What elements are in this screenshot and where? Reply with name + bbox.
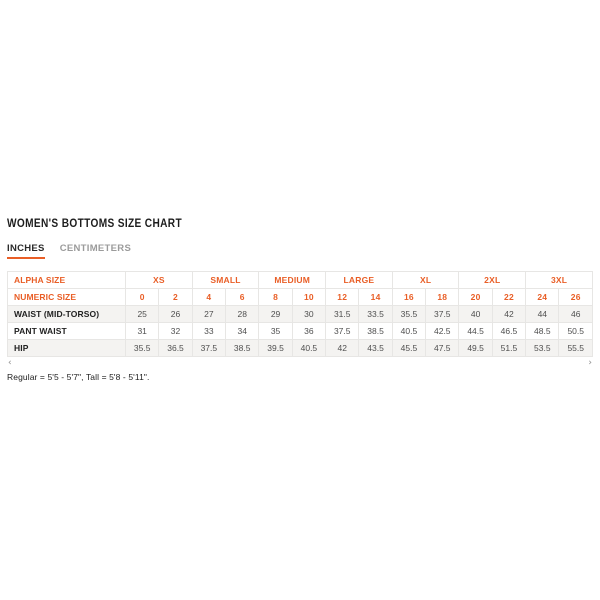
size-value-cell: 27 (192, 306, 225, 323)
scroll-left-icon[interactable]: ‹ (8, 358, 12, 368)
tab-inches[interactable]: INCHES (7, 243, 45, 259)
page-title: WOMEN'S BOTTOMS SIZE CHART (7, 218, 182, 230)
numeric-size-header: NUMERIC SIZE (8, 289, 126, 306)
size-value-cell: 44.5 (459, 323, 492, 340)
numeric-size-cell: 22 (492, 289, 525, 306)
size-value-cell: 28 (226, 306, 259, 323)
size-table-scroll-container[interactable] (7, 271, 593, 357)
numeric-size-cell: 10 (292, 289, 325, 306)
size-value-cell: 53.5 (526, 340, 559, 357)
numeric-size-cell: 2 (159, 289, 192, 306)
size-value-cell: 39.5 (259, 340, 292, 357)
measurement-row (8, 323, 593, 340)
size-value-cell: 38.5 (359, 323, 392, 340)
numeric-size-cell: 24 (526, 289, 559, 306)
numeric-size-cell: 18 (426, 289, 459, 306)
size-value-cell: 34 (226, 323, 259, 340)
size-value-cell: 33 (192, 323, 225, 340)
size-value-cell: 43.5 (359, 340, 392, 357)
size-value-cell: 30 (292, 306, 325, 323)
size-value-cell: 25 (126, 306, 159, 323)
size-value-cell: 46 (559, 306, 593, 323)
size-value-cell: 42 (326, 340, 359, 357)
size-value-cell: 38.5 (226, 340, 259, 357)
measurement-label: WAIST (MID-TORSO) (8, 306, 126, 323)
size-value-cell: 49.5 (459, 340, 492, 357)
numeric-size-cell: 14 (359, 289, 392, 306)
size-chart-section (7, 218, 593, 382)
size-value-cell: 36.5 (159, 340, 192, 357)
numeric-size-cell: 4 (192, 289, 225, 306)
scroll-right-icon[interactable]: › (588, 358, 592, 368)
alpha-size-cell: 3XL (526, 272, 593, 289)
size-value-cell: 36 (292, 323, 325, 340)
size-value-cell: 55.5 (559, 340, 593, 357)
size-value-cell: 29 (259, 306, 292, 323)
numeric-size-cell: 0 (126, 289, 159, 306)
size-value-cell: 31 (126, 323, 159, 340)
size-value-cell: 35.5 (392, 306, 425, 323)
height-footnote: Regular = 5'5 - 5'7", Tall = 5'8 - 5'11". (7, 372, 150, 382)
alpha-size-cell: XS (126, 272, 193, 289)
size-value-cell: 47.5 (426, 340, 459, 357)
size-value-cell: 26 (159, 306, 192, 323)
alpha-size-cell: MEDIUM (259, 272, 326, 289)
numeric-size-row (8, 289, 593, 306)
size-value-cell: 37.5 (426, 306, 459, 323)
tab-centimeters[interactable]: CENTIMETERS (59, 243, 132, 254)
size-value-cell: 37.5 (192, 340, 225, 357)
size-value-cell: 44 (526, 306, 559, 323)
size-value-cell: 42 (492, 306, 525, 323)
measurement-row (8, 306, 593, 323)
measurement-label: HIP (8, 340, 126, 357)
size-value-cell: 37.5 (326, 323, 359, 340)
alpha-size-cell: SMALL (192, 272, 259, 289)
numeric-size-cell: 26 (559, 289, 593, 306)
size-value-cell: 42.5 (426, 323, 459, 340)
size-table (7, 271, 593, 357)
numeric-size-cell: 20 (459, 289, 492, 306)
measurement-row (8, 340, 593, 357)
size-value-cell: 33.5 (359, 306, 392, 323)
numeric-size-cell: 16 (392, 289, 425, 306)
size-value-cell: 45.5 (392, 340, 425, 357)
size-value-cell: 31.5 (326, 306, 359, 323)
size-value-cell: 32 (159, 323, 192, 340)
alpha-size-row (8, 272, 593, 289)
size-value-cell: 40.5 (392, 323, 425, 340)
alpha-size-cell: LARGE (326, 272, 393, 289)
measurement-label: PANT WAIST (8, 323, 126, 340)
alpha-size-cell: 2XL (459, 272, 526, 289)
size-value-cell: 40 (459, 306, 492, 323)
size-value-cell: 51.5 (492, 340, 525, 357)
numeric-size-cell: 8 (259, 289, 292, 306)
numeric-size-cell: 6 (226, 289, 259, 306)
size-value-cell: 40.5 (292, 340, 325, 357)
size-value-cell: 35.5 (126, 340, 159, 357)
size-value-cell: 48.5 (526, 323, 559, 340)
size-value-cell: 35 (259, 323, 292, 340)
horizontal-scrollbar[interactable] (7, 358, 593, 368)
size-value-cell: 46.5 (492, 323, 525, 340)
unit-tabs (7, 243, 593, 259)
numeric-size-cell: 12 (326, 289, 359, 306)
size-value-cell: 50.5 (559, 323, 593, 340)
alpha-size-cell: XL (392, 272, 459, 289)
alpha-size-header: ALPHA SIZE (8, 272, 126, 289)
